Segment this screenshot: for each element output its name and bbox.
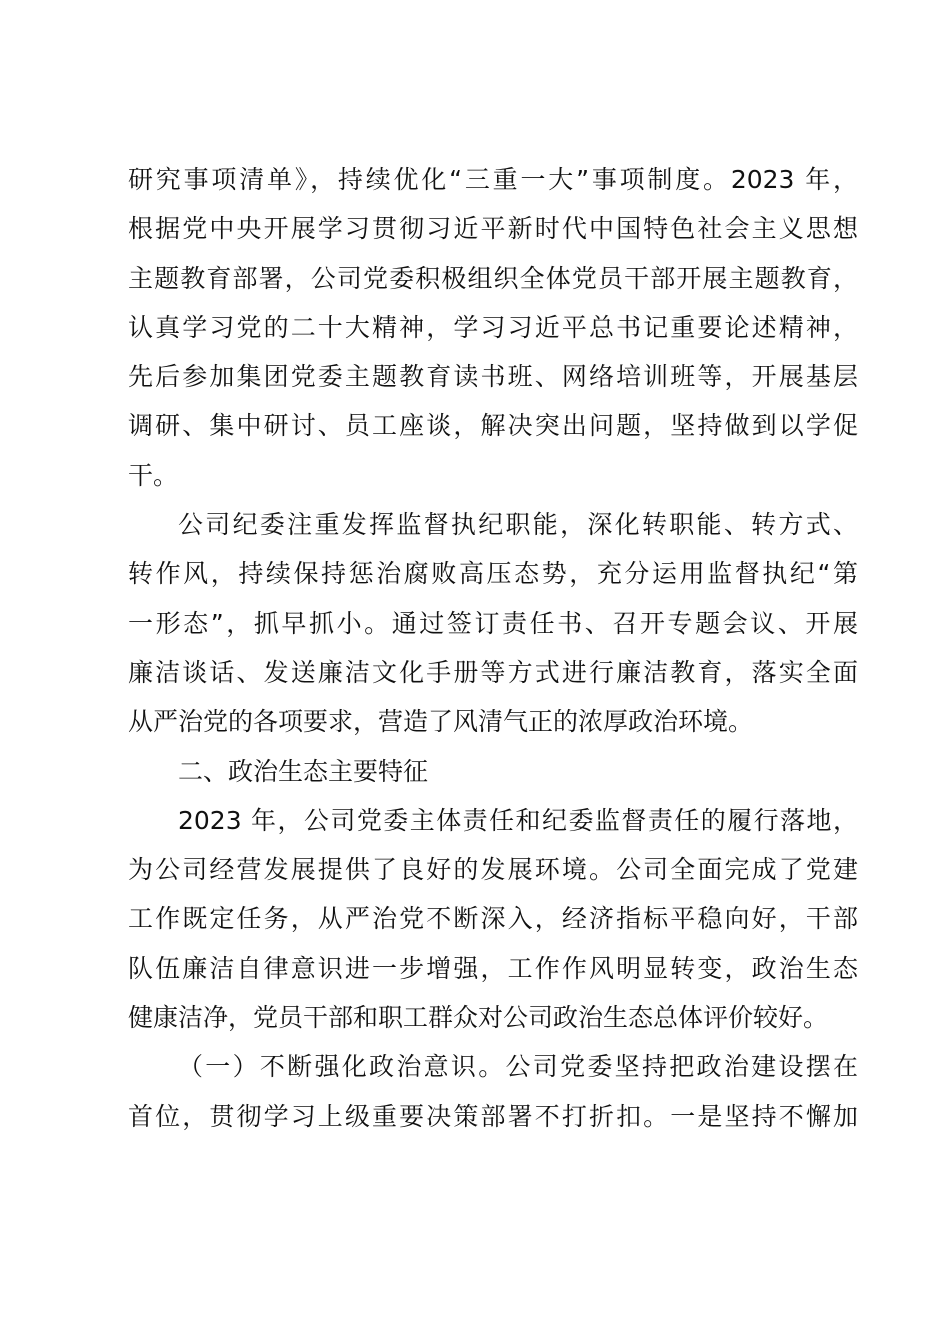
text-line: 干。	[128, 460, 179, 490]
text-line: 研究事项清单》，持续优化“三重一大”事项制度。2023 年，	[128, 165, 858, 194]
text-line: 主题教育部署，公司党委积极组织全体党员干部开展主题教育，	[128, 263, 858, 293]
paragraph-first-line: 公司纪委注重发挥监督执纪职能，深化转职能、转方式、	[178, 510, 858, 540]
document-body	[128, 155, 858, 1141]
text-line: 从严治党的各项要求，营造了风清气正的浓厚政治环境。	[128, 707, 754, 737]
text-line: 健康洁净，党员干部和职工群众对公司政治生态总体评价较好。	[128, 1003, 829, 1033]
text-line: 转作风，持续保持惩治腐败高压态势，充分运用监督执纪“第	[128, 559, 858, 589]
text-line: 为公司经营发展提供了良好的发展环境。公司全面完成了党建	[128, 855, 858, 885]
text-line: 首位，贯彻学习上级重要决策部署不打折扣。一是坚持不懈加	[128, 1101, 858, 1131]
text-line: 工作既定任务，从严治党不断深入，经济指标平稳向好，干部	[128, 904, 858, 934]
text-line: 一形态”，抓早抓小。通过签订责任书、召开专题会议、开展	[128, 608, 858, 638]
text-line: 调研、集中研讨、员工座谈，解决突出问题，坚持做到以学促	[128, 411, 858, 441]
paragraph-first-line: （一）不断强化政治意识。公司党委坚持把政治建设摆在	[178, 1052, 858, 1082]
text-line: 认真学习党的二十大精神，学习习近平总书记重要论述精神，	[128, 312, 858, 342]
text-line: 先后参加集团党委主题教育读书班、网络培训班等，开展基层	[128, 362, 858, 392]
paragraph-first-line: 2023 年，公司党委主体责任和纪委监督责任的履行落地，	[178, 805, 858, 835]
text-line: 队伍廉洁自律意识进一步增强，工作作风明显转变，政治生态	[128, 953, 858, 983]
section-heading: 二、政治生态主要特征	[178, 756, 429, 786]
text-line: 根据党中央开展学习贯彻习近平新时代中国特色社会主义思想	[128, 214, 858, 244]
text-line: 廉洁谈话、发送廉洁文化手册等方式进行廉洁教育，落实全面	[128, 657, 858, 687]
